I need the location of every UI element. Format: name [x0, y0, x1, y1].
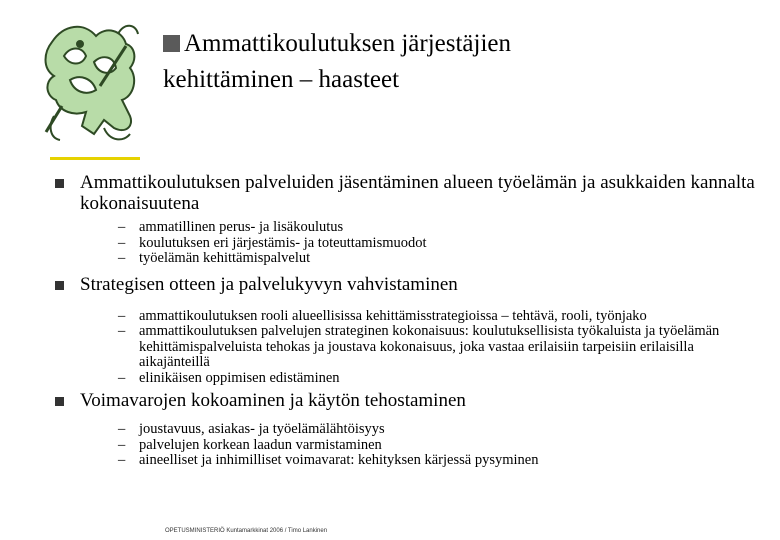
- footer-text: OPETUSMINISTERIÖ Kuntamarkkinat 2006 / Timo Lankinen: [165, 528, 328, 534]
- dash-bullet-icon: –: [118, 307, 126, 324]
- dash-bullet-icon: –: [118, 452, 126, 468]
- lion-coat-of-arms-logo: [34, 16, 152, 152]
- dash-bullet-icon: –: [118, 234, 126, 251]
- sub-item-text: aineelliset ja inhimilliset voimavarat: kehityksen kärjessä pysyminen: [139, 452, 539, 468]
- sub-list: [80, 309, 767, 387]
- bullet-text: Voimavarojen kokoaminen ja käytön tehostaminen: [80, 390, 466, 411]
- slide-title: [163, 26, 723, 98]
- sub-item: [80, 453, 767, 469]
- bullet-item-3: [55, 390, 767, 469]
- sub-item: [80, 324, 767, 371]
- dash-bullet-icon: –: [118, 421, 126, 437]
- title-text-1: Ammattikoulutuksen järjestäjien: [184, 30, 512, 57]
- sub-item: [80, 438, 767, 454]
- dash-bullet-icon: –: [118, 436, 126, 453]
- bullet-item-2: [55, 274, 767, 387]
- sub-item: [80, 220, 767, 236]
- square-bullet-icon: [55, 397, 64, 406]
- sub-item-text: ammattikoulutuksen palvelujen strateginen kokonaisuus: koulutuksellisista työkaluista ja työelämän kehittämispalveluista tehokas ja joustava kokonaisuus, joka vastaa erilaisiin tarpeisiin erilaisilla aikajänteillä: [139, 323, 720, 370]
- title-line-2: kehittäminen – haasteet: [163, 66, 400, 93]
- dash-bullet-icon: –: [118, 250, 126, 266]
- dash-bullet-icon: –: [118, 369, 126, 386]
- lion-icon: [34, 16, 152, 152]
- sub-item-text: joustavuus, asiakas- ja työelämälähtöisyys: [139, 421, 385, 437]
- sub-item: [80, 309, 767, 325]
- square-bullet-icon: [55, 281, 64, 290]
- sub-item-text: ammatillinen perus- ja lisäkoulutus: [139, 219, 344, 235]
- logo-underline: [50, 157, 140, 160]
- sub-item-text: ammattikoulutuksen rooli alueellisissa kehittämisstrategioissa – tehtävä, rooli, työnjako: [139, 307, 647, 324]
- sub-item: [80, 371, 767, 387]
- sub-list: [80, 422, 767, 469]
- sub-item: [80, 422, 767, 438]
- dash-bullet-icon: –: [118, 219, 126, 235]
- sub-list: [80, 220, 767, 267]
- title-line-1: [163, 26, 723, 62]
- title-bullet-icon: [163, 35, 180, 52]
- square-bullet-icon: [55, 179, 64, 188]
- bullet-text: Strategisen otteen ja palvelukyvyn vahvistaminen: [80, 273, 458, 295]
- dash-bullet-icon: –: [118, 323, 126, 339]
- sub-item-text: koulutuksen eri järjestämis- ja toteuttamismuodot: [139, 234, 427, 251]
- bullet-list: [55, 172, 767, 469]
- sub-item-text: elinikäisen oppimisen edistäminen: [139, 369, 340, 386]
- bullet-text: Ammattikoulutuksen palveluiden jäsentäminen alueen työelämän ja asukkaiden kannalta kokonaisuutena: [80, 172, 755, 214]
- sub-item-text: palvelujen korkean laadun varmistaminen: [139, 436, 382, 453]
- bullet-item-1: [55, 172, 767, 267]
- sub-item-text: työelämän kehittämispalvelut: [139, 250, 311, 266]
- sub-item: [80, 236, 767, 252]
- sub-item: [80, 251, 767, 267]
